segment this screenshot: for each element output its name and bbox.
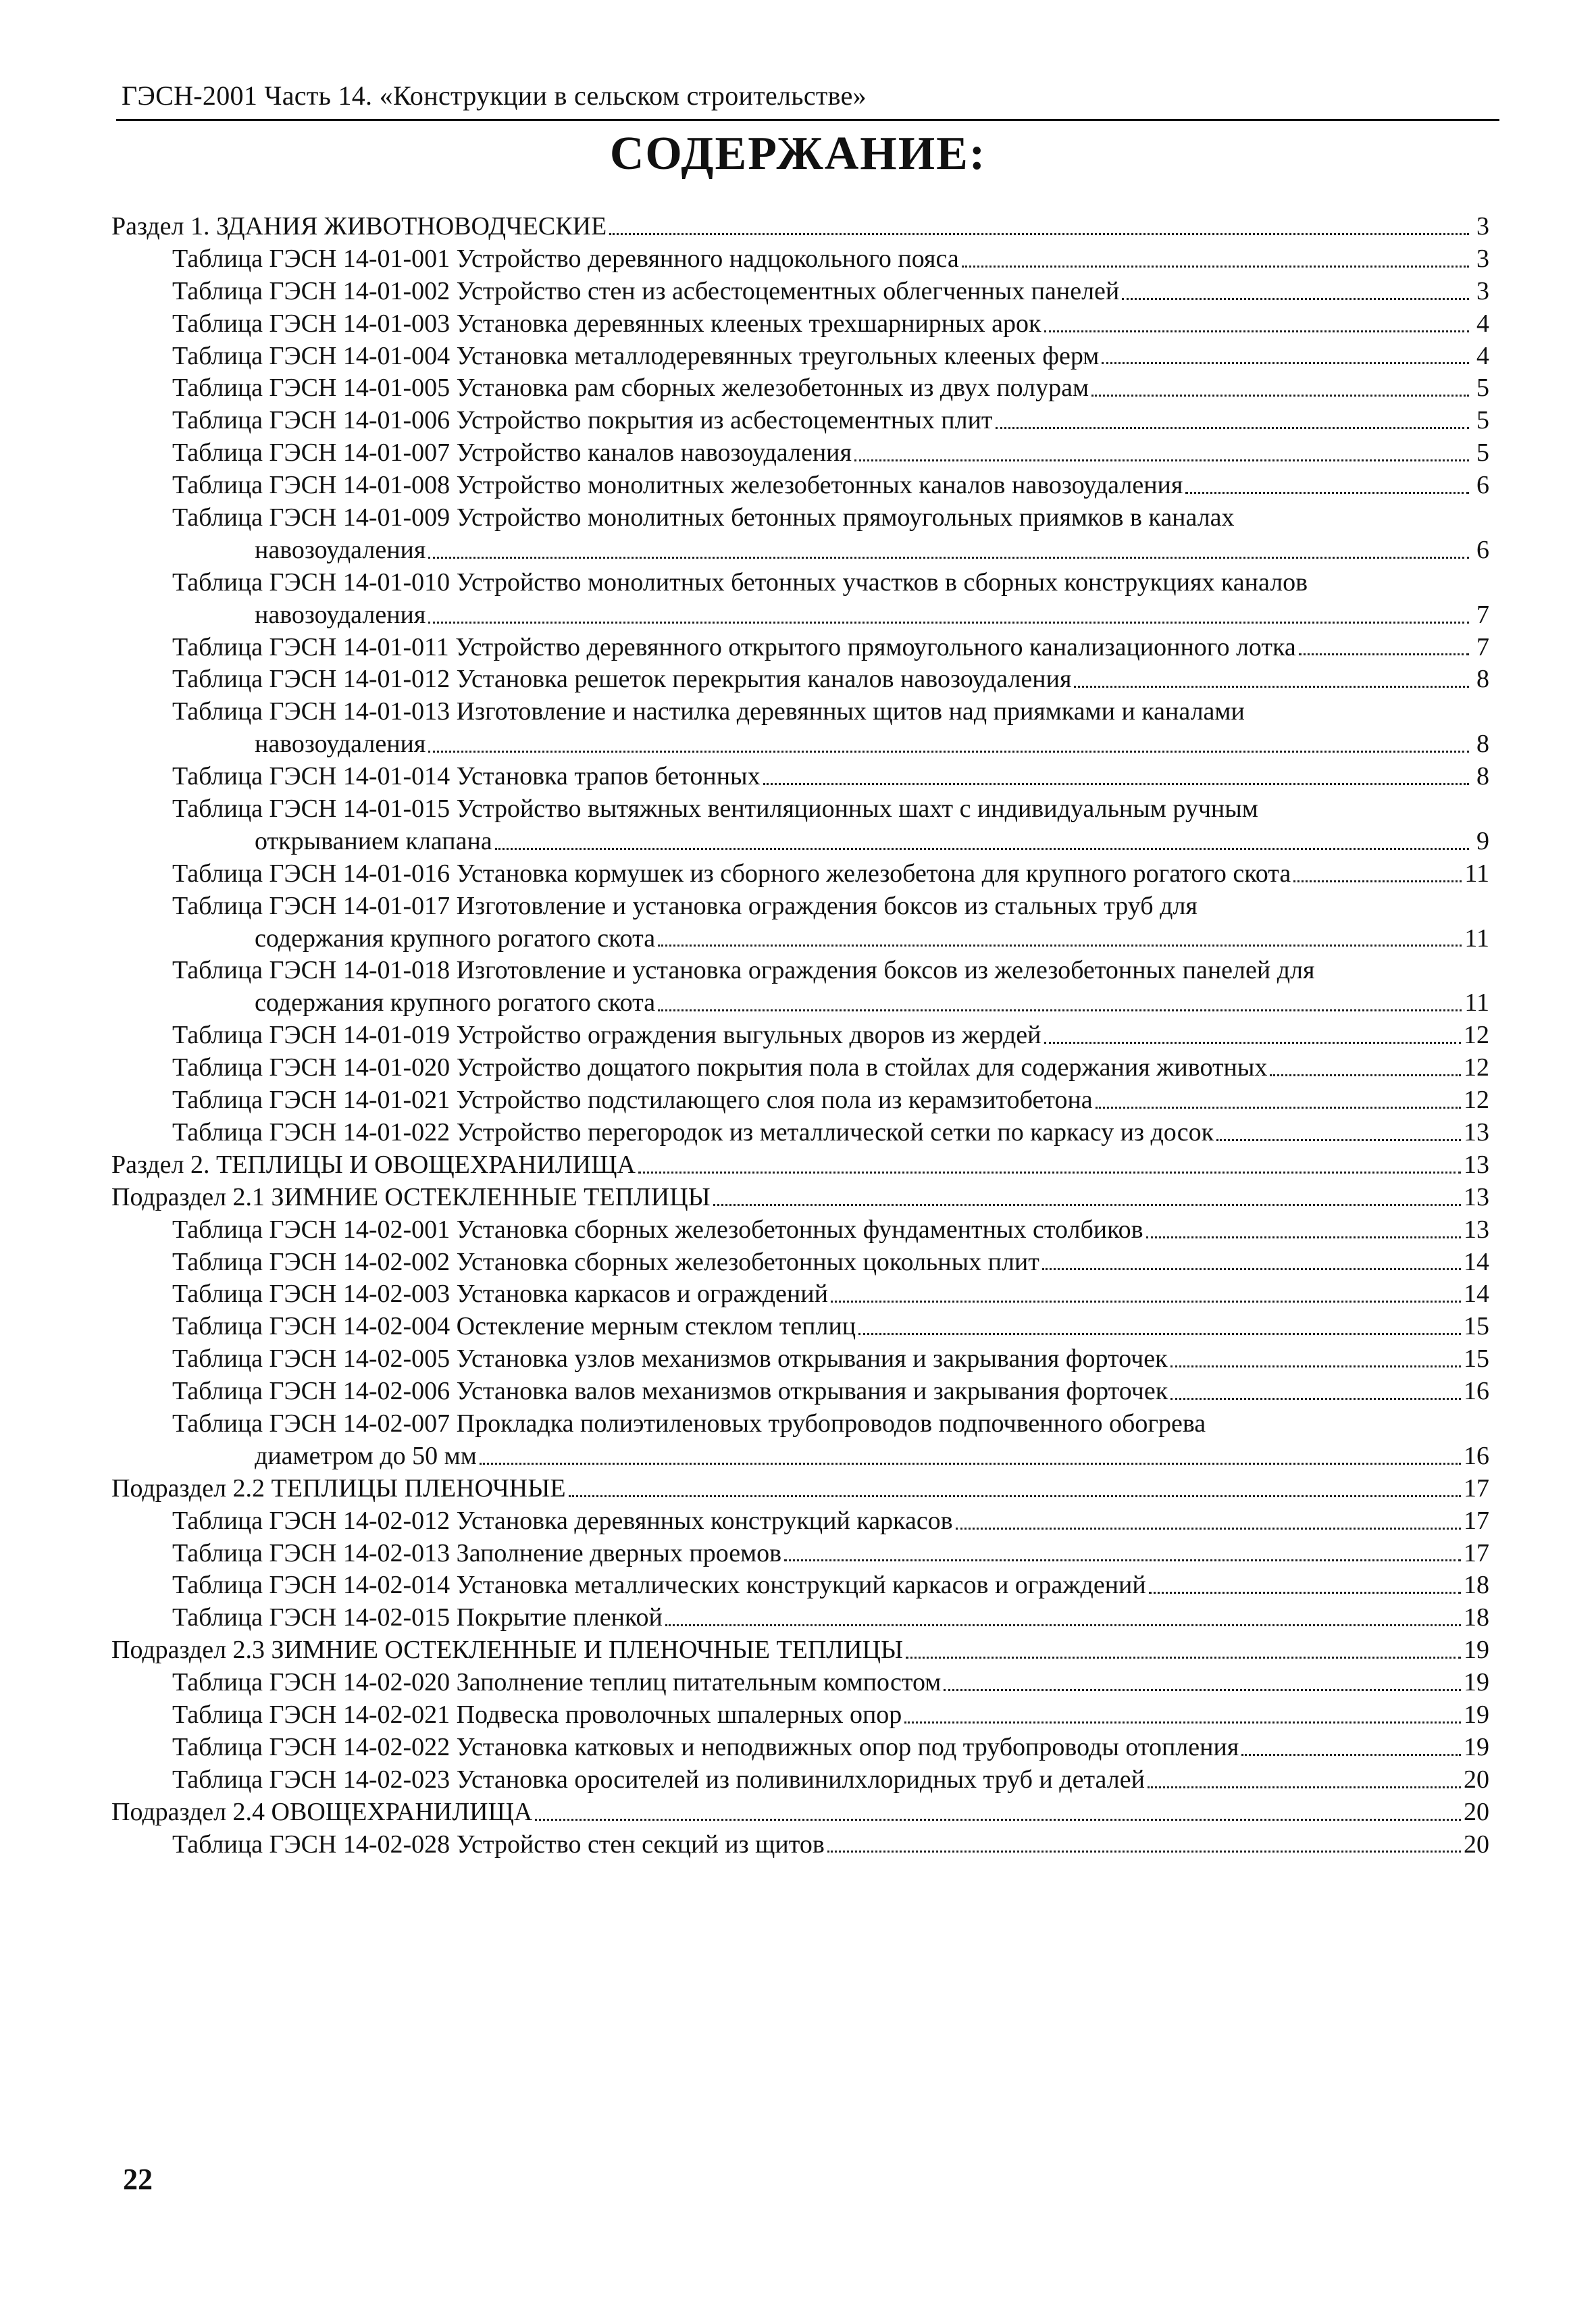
toc-entry[interactable] xyxy=(111,1376,1489,1408)
toc-entry-title: Таблица ГЭСН 14-01-021 Устройство подстилающего слоя пола из керамзитобетона xyxy=(172,1086,1093,1115)
dot-leader xyxy=(962,266,1469,268)
toc-entry[interactable] xyxy=(111,890,1489,923)
toc-entry-title: Подраздел 2.4 ОВОЩЕХРАНИЛИЩА xyxy=(111,1797,533,1826)
toc-entry-title: навозоудаления xyxy=(255,535,426,564)
toc-entry[interactable] xyxy=(111,858,1489,890)
toc-entry-title: Таблица ГЭСН 14-01-011 Устройство деревянного открытого прямоугольного канализационного лотка xyxy=(172,632,1296,661)
toc-page-number: 9 xyxy=(1476,826,1489,855)
toc-entry[interactable] xyxy=(111,341,1489,373)
dot-leader xyxy=(638,1172,1461,1174)
table-of-contents xyxy=(111,211,1489,1861)
toc-page-number: 19 xyxy=(1464,1700,1489,1729)
toc-entry-title: Раздел 2. ТЕПЛИЦЫ И ОВОЩЕХРАНИЛИЩА xyxy=(111,1150,636,1179)
toc-page-number: 5 xyxy=(1476,406,1489,435)
toc-entry-title: Таблица ГЭСН 14-02-013 Заполнение дверных проемов xyxy=(172,1538,782,1567)
toc-entry-title: Таблица ГЭСН 14-02-005 Установка узлов механизмов открывания и закрывания форточек xyxy=(172,1344,1168,1374)
toc-section[interactable] xyxy=(111,1182,1489,1214)
toc-page-number: 18 xyxy=(1464,1571,1489,1600)
toc-section[interactable] xyxy=(111,1634,1489,1667)
toc-page-number: 5 xyxy=(1476,374,1489,403)
toc-page-number: 4 xyxy=(1476,309,1489,338)
running-header: ГЭСН-2001 Часть 14. «Конструкции в сельском строительстве» xyxy=(122,80,867,111)
dot-leader xyxy=(956,1528,1461,1530)
toc-entry-title: Раздел 1. ЗДАНИЯ ЖИВОТНОВОДЧЕСКИЕ xyxy=(111,212,607,241)
dot-leader xyxy=(1293,880,1462,882)
toc-page-number: 20 xyxy=(1464,1797,1489,1826)
toc-entry-continuation[interactable] xyxy=(111,987,1489,1020)
toc-page-number: 14 xyxy=(1464,1247,1489,1276)
toc-entry[interactable] xyxy=(111,276,1489,308)
toc-page-number: 8 xyxy=(1476,665,1489,694)
toc-page-number: 20 xyxy=(1464,1765,1489,1794)
toc-entry-title: Таблица ГЭСН 14-02-015 Покрытие пленкой xyxy=(172,1603,663,1632)
toc-page-number: 13 xyxy=(1464,1215,1489,1244)
toc-entry[interactable] xyxy=(111,1408,1489,1440)
dot-leader xyxy=(480,1463,1461,1465)
toc-page-number: 13 xyxy=(1464,1117,1489,1147)
dot-leader xyxy=(763,783,1469,785)
toc-page-number: 11 xyxy=(1464,988,1489,1017)
toc-page-number: 18 xyxy=(1464,1603,1489,1632)
toc-page-number: 7 xyxy=(1476,600,1489,629)
toc-entry-title: Таблица ГЭСН 14-01-014 Установка трапов бетонных xyxy=(172,762,761,791)
toc-entry[interactable] xyxy=(111,308,1489,341)
header-divider xyxy=(116,119,1499,121)
toc-entry-title: Таблица ГЭСН 14-02-020 Заполнение теплиц питательным компостом xyxy=(172,1668,942,1697)
toc-entry-title: Таблица ГЭСН 14-01-016 Установка кормушек из сборного железобетона для крупного рогатого скота xyxy=(172,859,1291,888)
toc-entry[interactable] xyxy=(111,1020,1489,1052)
toc-entry-title: Таблица ГЭСН 14-02-006 Установка валов механизмов открывания и закрывания форточек xyxy=(172,1377,1168,1406)
toc-page-number: 15 xyxy=(1464,1312,1489,1341)
toc-entry-title: Таблица ГЭСН 14-01-020 Устройство дощатого покрытия пола в стойлах для содержания животных xyxy=(172,1053,1268,1082)
toc-page-number: 15 xyxy=(1464,1344,1489,1374)
toc-entry[interactable] xyxy=(111,1505,1489,1538)
dot-leader xyxy=(1241,1754,1461,1756)
dot-leader xyxy=(658,945,1462,947)
toc-entry-title: Таблица ГЭСН 14-01-004 Установка металлодеревянных треугольных клееных ферм xyxy=(172,341,1100,370)
toc-section[interactable] xyxy=(111,1796,1489,1829)
dot-leader xyxy=(1122,298,1469,300)
toc-entry-title: навозоудаления xyxy=(255,600,426,629)
toc-entry-title: Таблица ГЭСН 14-01-005 Установка рам сборных железобетонных из двух полурам xyxy=(172,374,1089,403)
toc-entry[interactable] xyxy=(111,405,1489,437)
toc-page-number: 19 xyxy=(1464,1732,1489,1761)
toc-entry-title: Таблица ГЭСН 14-01-013 Изготовление и настилка деревянных щитов над приямками и каналами xyxy=(172,697,1245,726)
dot-leader xyxy=(827,1851,1461,1853)
dot-leader xyxy=(535,1819,1461,1821)
dot-leader xyxy=(1042,1268,1461,1270)
dot-leader xyxy=(1185,492,1469,494)
toc-page-number: 17 xyxy=(1464,1506,1489,1535)
toc-entry[interactable] xyxy=(111,1829,1489,1861)
toc-entry-title: Таблица ГЭСН 14-01-006 Устройство покрытия из асбестоцементных плит xyxy=(172,406,993,435)
dot-leader xyxy=(831,1301,1461,1303)
toc-entry-title: Таблица ГЭСН 14-02-022 Установка катковых и неподвижных опор под трубопроводы отопления xyxy=(172,1732,1239,1761)
toc-page-number: 12 xyxy=(1464,1053,1489,1082)
toc-entry-title: открыванием клапана xyxy=(255,826,492,855)
dot-leader xyxy=(1074,686,1469,688)
toc-entry-title: Таблица ГЭСН 14-02-007 Прокладка полиэтиленовых трубопроводов подпочвенного обогрева xyxy=(172,1409,1206,1438)
dot-leader xyxy=(1044,1042,1461,1044)
toc-entry-title: Таблица ГЭСН 14-02-002 Установка сборных железобетонных цокольных плит xyxy=(172,1247,1039,1276)
toc-section[interactable] xyxy=(111,1473,1489,1505)
toc-entry[interactable] xyxy=(111,1538,1489,1570)
toc-entry[interactable] xyxy=(111,243,1489,276)
toc-page-number: 19 xyxy=(1464,1668,1489,1697)
toc-page-number: 17 xyxy=(1464,1538,1489,1567)
toc-entry[interactable] xyxy=(111,1247,1489,1279)
toc-page-number: 3 xyxy=(1476,276,1489,305)
toc-entry-continuation[interactable] xyxy=(111,923,1489,955)
toc-page-number: 12 xyxy=(1464,1086,1489,1115)
toc-entry[interactable] xyxy=(111,1602,1489,1634)
toc-entry[interactable] xyxy=(111,1084,1489,1117)
toc-entry[interactable] xyxy=(111,1699,1489,1732)
dot-leader xyxy=(1299,653,1469,655)
toc-entry[interactable] xyxy=(111,1569,1489,1602)
toc-entry-title: Таблица ГЭСН 14-01-002 Устройство стен из асбестоцементных облегченных панелей xyxy=(172,276,1120,305)
toc-page-number: 14 xyxy=(1464,1280,1489,1309)
toc-entry-title: Таблица ГЭСН 14-02-003 Установка каркасов и ограждений xyxy=(172,1280,828,1309)
toc-entry[interactable] xyxy=(111,632,1489,664)
toc-entry-title: Таблица ГЭСН 14-01-003 Установка деревянных клееных трехшарнирных арок xyxy=(172,309,1041,338)
toc-entry[interactable] xyxy=(111,1667,1489,1699)
dot-leader xyxy=(1148,1786,1461,1788)
toc-entry-title: Таблица ГЭСН 14-01-012 Установка решеток перекрытия каналов навозоудаления xyxy=(172,665,1072,694)
dot-leader xyxy=(495,848,1469,850)
toc-page-number: 7 xyxy=(1476,632,1489,661)
toc-section[interactable] xyxy=(111,1149,1489,1182)
toc-entry-continuation[interactable] xyxy=(111,534,1489,567)
dot-leader xyxy=(428,557,1469,559)
toc-section[interactable] xyxy=(111,211,1489,243)
toc-entry-title: Таблица ГЭСН 14-01-018 Изготовление и установка ограждения боксов из железобетонных панелей для xyxy=(172,956,1315,985)
toc-entry[interactable] xyxy=(111,1278,1489,1311)
toc-entry-title: Таблица ГЭСН 14-01-008 Устройство монолитных железобетонных каналов навозоудаления xyxy=(172,471,1183,500)
toc-page-number: 8 xyxy=(1476,730,1489,759)
dot-leader xyxy=(1270,1074,1461,1076)
toc-page-number: 12 xyxy=(1464,1021,1489,1050)
toc-entry[interactable] xyxy=(111,1052,1489,1084)
toc-entry[interactable] xyxy=(111,696,1489,728)
toc-entry[interactable] xyxy=(111,793,1489,826)
page-title: СОДЕРЖАНИЕ: xyxy=(609,128,987,180)
dot-leader xyxy=(428,751,1469,753)
toc-page-number: 6 xyxy=(1476,535,1489,564)
toc-entry-continuation[interactable] xyxy=(111,599,1489,632)
toc-entry[interactable] xyxy=(111,1732,1489,1764)
toc-entry-title: Таблица ГЭСН 14-02-004 Остекление мерным стеклом теплиц xyxy=(172,1312,856,1341)
toc-entry[interactable] xyxy=(111,470,1489,502)
toc-entry-title: Таблица ГЭСН 14-02-014 Установка металлических конструкций каркасов и ограждений xyxy=(172,1571,1146,1600)
toc-entry-title: Таблица ГЭСН 14-01-009 Устройство монолитных бетонных прямоугольных приямков в каналах xyxy=(172,503,1235,532)
toc-page-number: 6 xyxy=(1476,471,1489,500)
toc-entry-title: Таблица ГЭСН 14-01-007 Устройство каналов навозоудаления xyxy=(172,438,852,468)
dot-leader xyxy=(854,459,1469,461)
toc-entry-title: Подраздел 2.2 ТЕПЛИЦЫ ПЛЕНОЧНЫЕ xyxy=(111,1474,566,1503)
toc-entry-title: навозоудаления xyxy=(255,730,426,759)
toc-entry[interactable] xyxy=(111,1343,1489,1376)
dot-leader xyxy=(609,233,1469,235)
dot-leader xyxy=(1170,1398,1461,1400)
dot-leader xyxy=(1170,1365,1461,1367)
toc-entry[interactable] xyxy=(111,955,1489,987)
toc-page-number: 5 xyxy=(1476,438,1489,468)
toc-entry[interactable] xyxy=(111,1214,1489,1247)
toc-page-number: 13 xyxy=(1464,1150,1489,1179)
dot-leader xyxy=(1216,1139,1461,1141)
toc-entry-title: Таблица ГЭСН 14-02-012 Установка деревянных конструкций каркасов xyxy=(172,1506,953,1535)
dot-leader xyxy=(858,1333,1461,1335)
toc-entry-title: Таблица ГЭСН 14-02-028 Устройство стен секций из щитов xyxy=(172,1830,825,1859)
toc-page-number: 11 xyxy=(1464,924,1489,953)
toc-entry-title: диаметром до 50 мм xyxy=(255,1441,477,1470)
toc-page-number: 3 xyxy=(1476,212,1489,241)
dot-leader xyxy=(996,427,1469,429)
dot-leader xyxy=(904,1721,1461,1724)
dot-leader xyxy=(906,1657,1461,1659)
toc-entry[interactable] xyxy=(111,502,1489,534)
toc-entry[interactable] xyxy=(111,372,1489,405)
dot-leader xyxy=(665,1624,1461,1626)
toc-page-number: 8 xyxy=(1476,762,1489,791)
toc-entry-title: содержания крупного рогатого скота xyxy=(255,988,656,1017)
toc-entry[interactable] xyxy=(111,1764,1489,1796)
toc-entry-continuation[interactable] xyxy=(111,1440,1489,1473)
toc-entry-continuation[interactable] xyxy=(111,728,1489,761)
dot-leader xyxy=(1102,362,1469,364)
dot-leader xyxy=(784,1559,1461,1561)
dot-leader xyxy=(1096,1107,1461,1109)
toc-entry[interactable] xyxy=(111,1311,1489,1343)
toc-entry[interactable] xyxy=(111,663,1489,696)
dot-leader xyxy=(713,1204,1461,1206)
dot-leader xyxy=(1146,1236,1461,1238)
toc-page-number: 17 xyxy=(1464,1474,1489,1503)
toc-entry-title: Таблица ГЭСН 14-02-021 Подвеска проволочных шпалерных опор xyxy=(172,1700,902,1729)
toc-entry-title: Таблица ГЭСН 14-01-015 Устройство вытяжных вентиляционных шахт с индивидуальным ручным xyxy=(172,795,1258,824)
toc-entry[interactable] xyxy=(111,567,1489,599)
toc-entry-title: Подраздел 2.3 ЗИМНИЕ ОСТЕКЛЕННЫЕ И ПЛЕНОЧНЫЕ ТЕПЛИЦЫ xyxy=(111,1636,904,1665)
toc-entry[interactable] xyxy=(111,761,1489,793)
dot-leader xyxy=(658,1009,1462,1011)
toc-entry-title: Подраздел 2.1 ЗИМНИЕ ОСТЕКЛЕННЫЕ ТЕПЛИЦЫ xyxy=(111,1182,711,1211)
dot-leader xyxy=(569,1495,1461,1497)
toc-entry-title: Таблица ГЭСН 14-02-023 Установка оросителей из поливинилхлоридных труб и деталей xyxy=(172,1765,1145,1794)
toc-page-number: 20 xyxy=(1464,1830,1489,1859)
toc-entry-title: Таблица ГЭСН 14-01-001 Устройство деревянного надцокольного пояса xyxy=(172,244,959,273)
toc-entry-title: содержания крупного рогатого скота xyxy=(255,924,656,953)
toc-page-number: 19 xyxy=(1464,1636,1489,1665)
dot-leader xyxy=(428,622,1469,624)
dot-leader xyxy=(1044,330,1470,332)
toc-entry[interactable] xyxy=(111,1117,1489,1149)
page-number: 22 xyxy=(123,2163,153,2196)
dot-leader xyxy=(1091,395,1469,397)
toc-page-number: 16 xyxy=(1464,1441,1489,1470)
toc-entry-title: Таблица ГЭСН 14-01-010 Устройство монолитных бетонных участков в сборных конструкциях каналов xyxy=(172,568,1308,597)
dot-leader xyxy=(944,1689,1461,1691)
dot-leader xyxy=(1149,1592,1461,1594)
toc-entry-continuation[interactable] xyxy=(111,826,1489,858)
toc-entry-title: Таблица ГЭСН 14-01-022 Устройство перегородок из металлической сетки по каркасу из досок xyxy=(172,1117,1214,1147)
toc-page-number: 4 xyxy=(1476,341,1489,370)
toc-page-number: 16 xyxy=(1464,1377,1489,1406)
toc-page-number: 3 xyxy=(1476,244,1489,273)
toc-entry[interactable] xyxy=(111,437,1489,470)
toc-entry-title: Таблица ГЭСН 14-01-017 Изготовление и установка ограждения боксов из стальных труб для xyxy=(172,891,1198,920)
toc-entry-title: Таблица ГЭСН 14-02-001 Установка сборных железобетонных фундаментных столбиков xyxy=(172,1215,1143,1244)
toc-page-number: 13 xyxy=(1464,1182,1489,1211)
toc-entry-title: Таблица ГЭСН 14-01-019 Устройство ограждения выгульных дворов из жердей xyxy=(172,1021,1041,1050)
toc-page-number: 11 xyxy=(1464,859,1489,888)
